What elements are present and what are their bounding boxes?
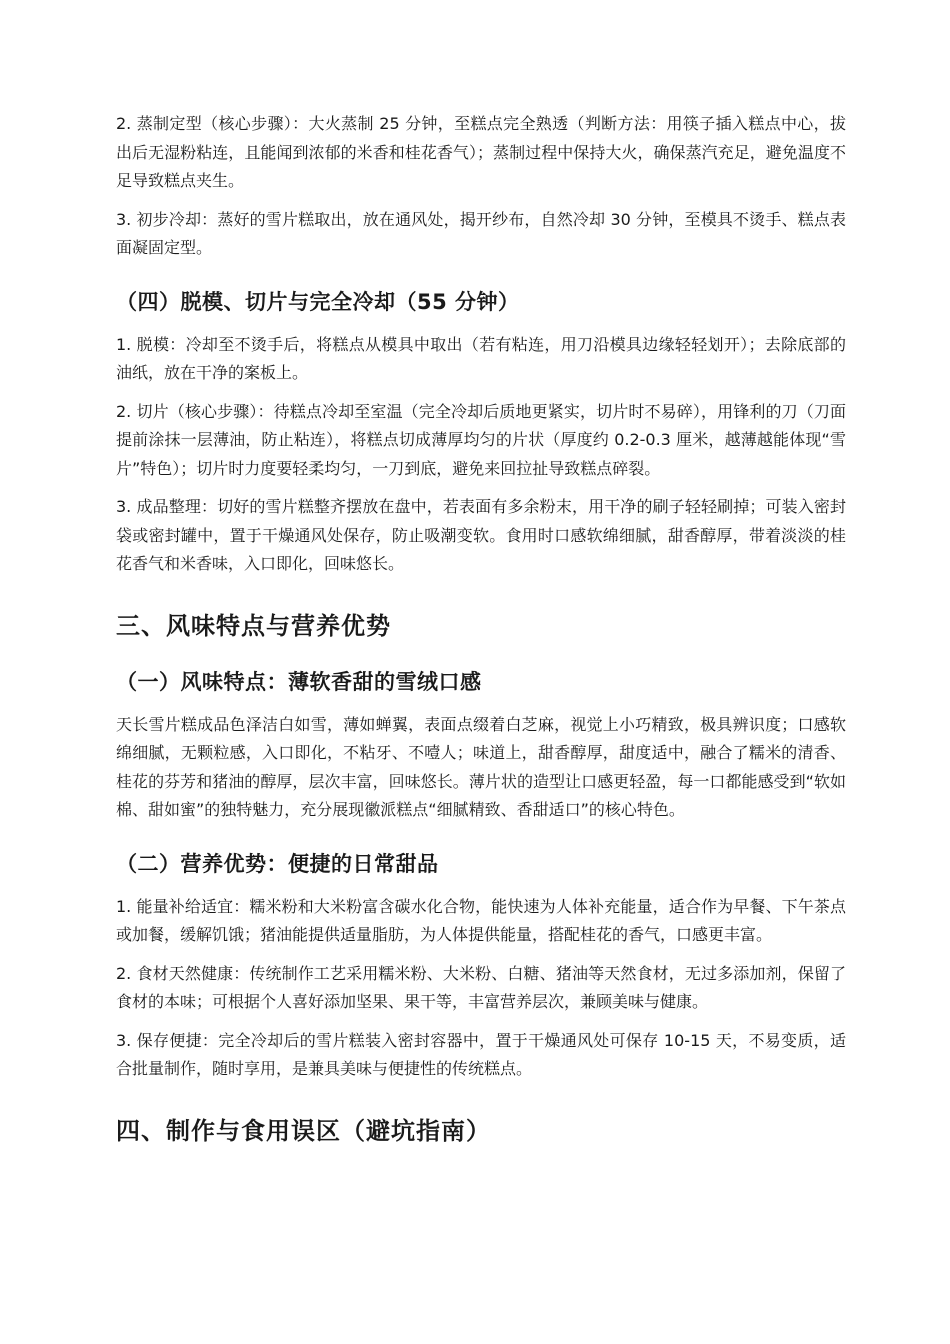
document-page bbox=[116, 110, 846, 1166]
nutrition-item-3: 3. 保存便捷：完全冷却后的雪片糕装入密封容器中，置于干燥通风处可保存 10-15 天，不易变质，适合批量制作，随时享用，是兼具美味与便捷性的传统糕点。 bbox=[116, 1030, 846, 1078]
section-4-item-1: 1. 脱模：冷却至不烫手后，将糕点从模具中取出（若有粘连，用刀沿模具边缘轻轻划开）；去除底部的油纸，放在干净的案板上。 bbox=[116, 334, 846, 382]
nutrition-heading: （二）营养优势：便捷的日常甜品 bbox=[116, 851, 439, 876]
steam-step-3: 3. 初步冷却：蒸好的雪片糕取出，放在通风处，揭开纱布，自然冷却 30 分钟，至模具不烫手、糕点表面凝固定型。 bbox=[116, 209, 846, 257]
part-4-heading: 四、制作与食用误区（避坑指南） bbox=[116, 1116, 491, 1145]
section-4-item-2: 2. 切片（核心步骤）：待糕点冷却至室温（完全冷却后质地更紧实，切片时不易碎），用锋利的刀（刀面提前涂抹一层薄油，防止粘连），将糕点切成薄厚均匀的片状（厚度约 0.2-0.3 厘米，越薄越能体现“雪片”特色）；切片时力度要轻柔均匀，一刀到底，避免来回拉扯导致糕点碎裂。 bbox=[116, 401, 846, 478]
nutrition-item-1: 1. 能量补给适宜：糯米粉和大米粉富含碳水化合物，能快速为人体补充能量，适合作为早餐、下午茶点或加餐，缓解饥饿；猪油能提供适量脂肪，为人体提供能量，搭配桂花的香气，口感更丰富。 bbox=[116, 896, 846, 944]
section-4-item-3: 3. 成品整理：切好的雪片糕整齐摆放在盘中，若表面有多余粉末，用干净的刷子轻轻刷掉；可装入密封袋或密封罐中，置于干燥通风处保存，防止吸潮变软。食用时口感软绵细腻，甜香醇厚，带着淡淡的桂花香气和米香味，入口即化，回味悠长。 bbox=[116, 497, 846, 573]
flavor-heading: （一）风味特点：薄软香甜的雪绒口感 bbox=[116, 669, 482, 694]
flavor-paragraph: 天长雪片糕成品色泽洁白如雪，薄如蝉翼，表面点缀着白芝麻，视觉上小巧精致，极具辨识度；口感软绵细腻，无颗粒感，入口即化，不粘牙、不噎人；味道上，甜香醇厚，甜度适中，融合了糯米的清香、桂花的芬芳和猪油的醇厚，层次丰富，回味悠长。薄片状的造型让口感更轻盈，每一口都能感受到“软如棉、甜如蜜”的独特魅力，充分展现徽派糕点“细腻精致、香甜适口”的核心特色。 bbox=[116, 714, 846, 819]
part-3-heading: 三、风味特点与营养优势 bbox=[116, 611, 391, 640]
steam-step-2: 2. 蒸制定型（核心步骤）：大火蒸制 25 分钟，至糕点完全熟透（判断方法：用筷子插入糕点中心，拔出后无湿粉粘连，且能闻到浓郁的米香和桂花香气）；蒸制过程中保持大火，确保蒸汽充足，避免温度不足导致糕点夹生。 bbox=[116, 114, 846, 190]
nutrition-item-2: 2. 食材天然健康：传统制作工艺采用糯米粉、大米粉、白糖、猪油等天然食材，无过多添加剂，保留了食材的本味；可根据个人喜好添加坚果、果干等，丰富营养层次，兼顾美味与健康。 bbox=[116, 963, 846, 1011]
section-4-heading: （四）脱模、切片与完全冷却（55 分钟） bbox=[116, 289, 520, 314]
